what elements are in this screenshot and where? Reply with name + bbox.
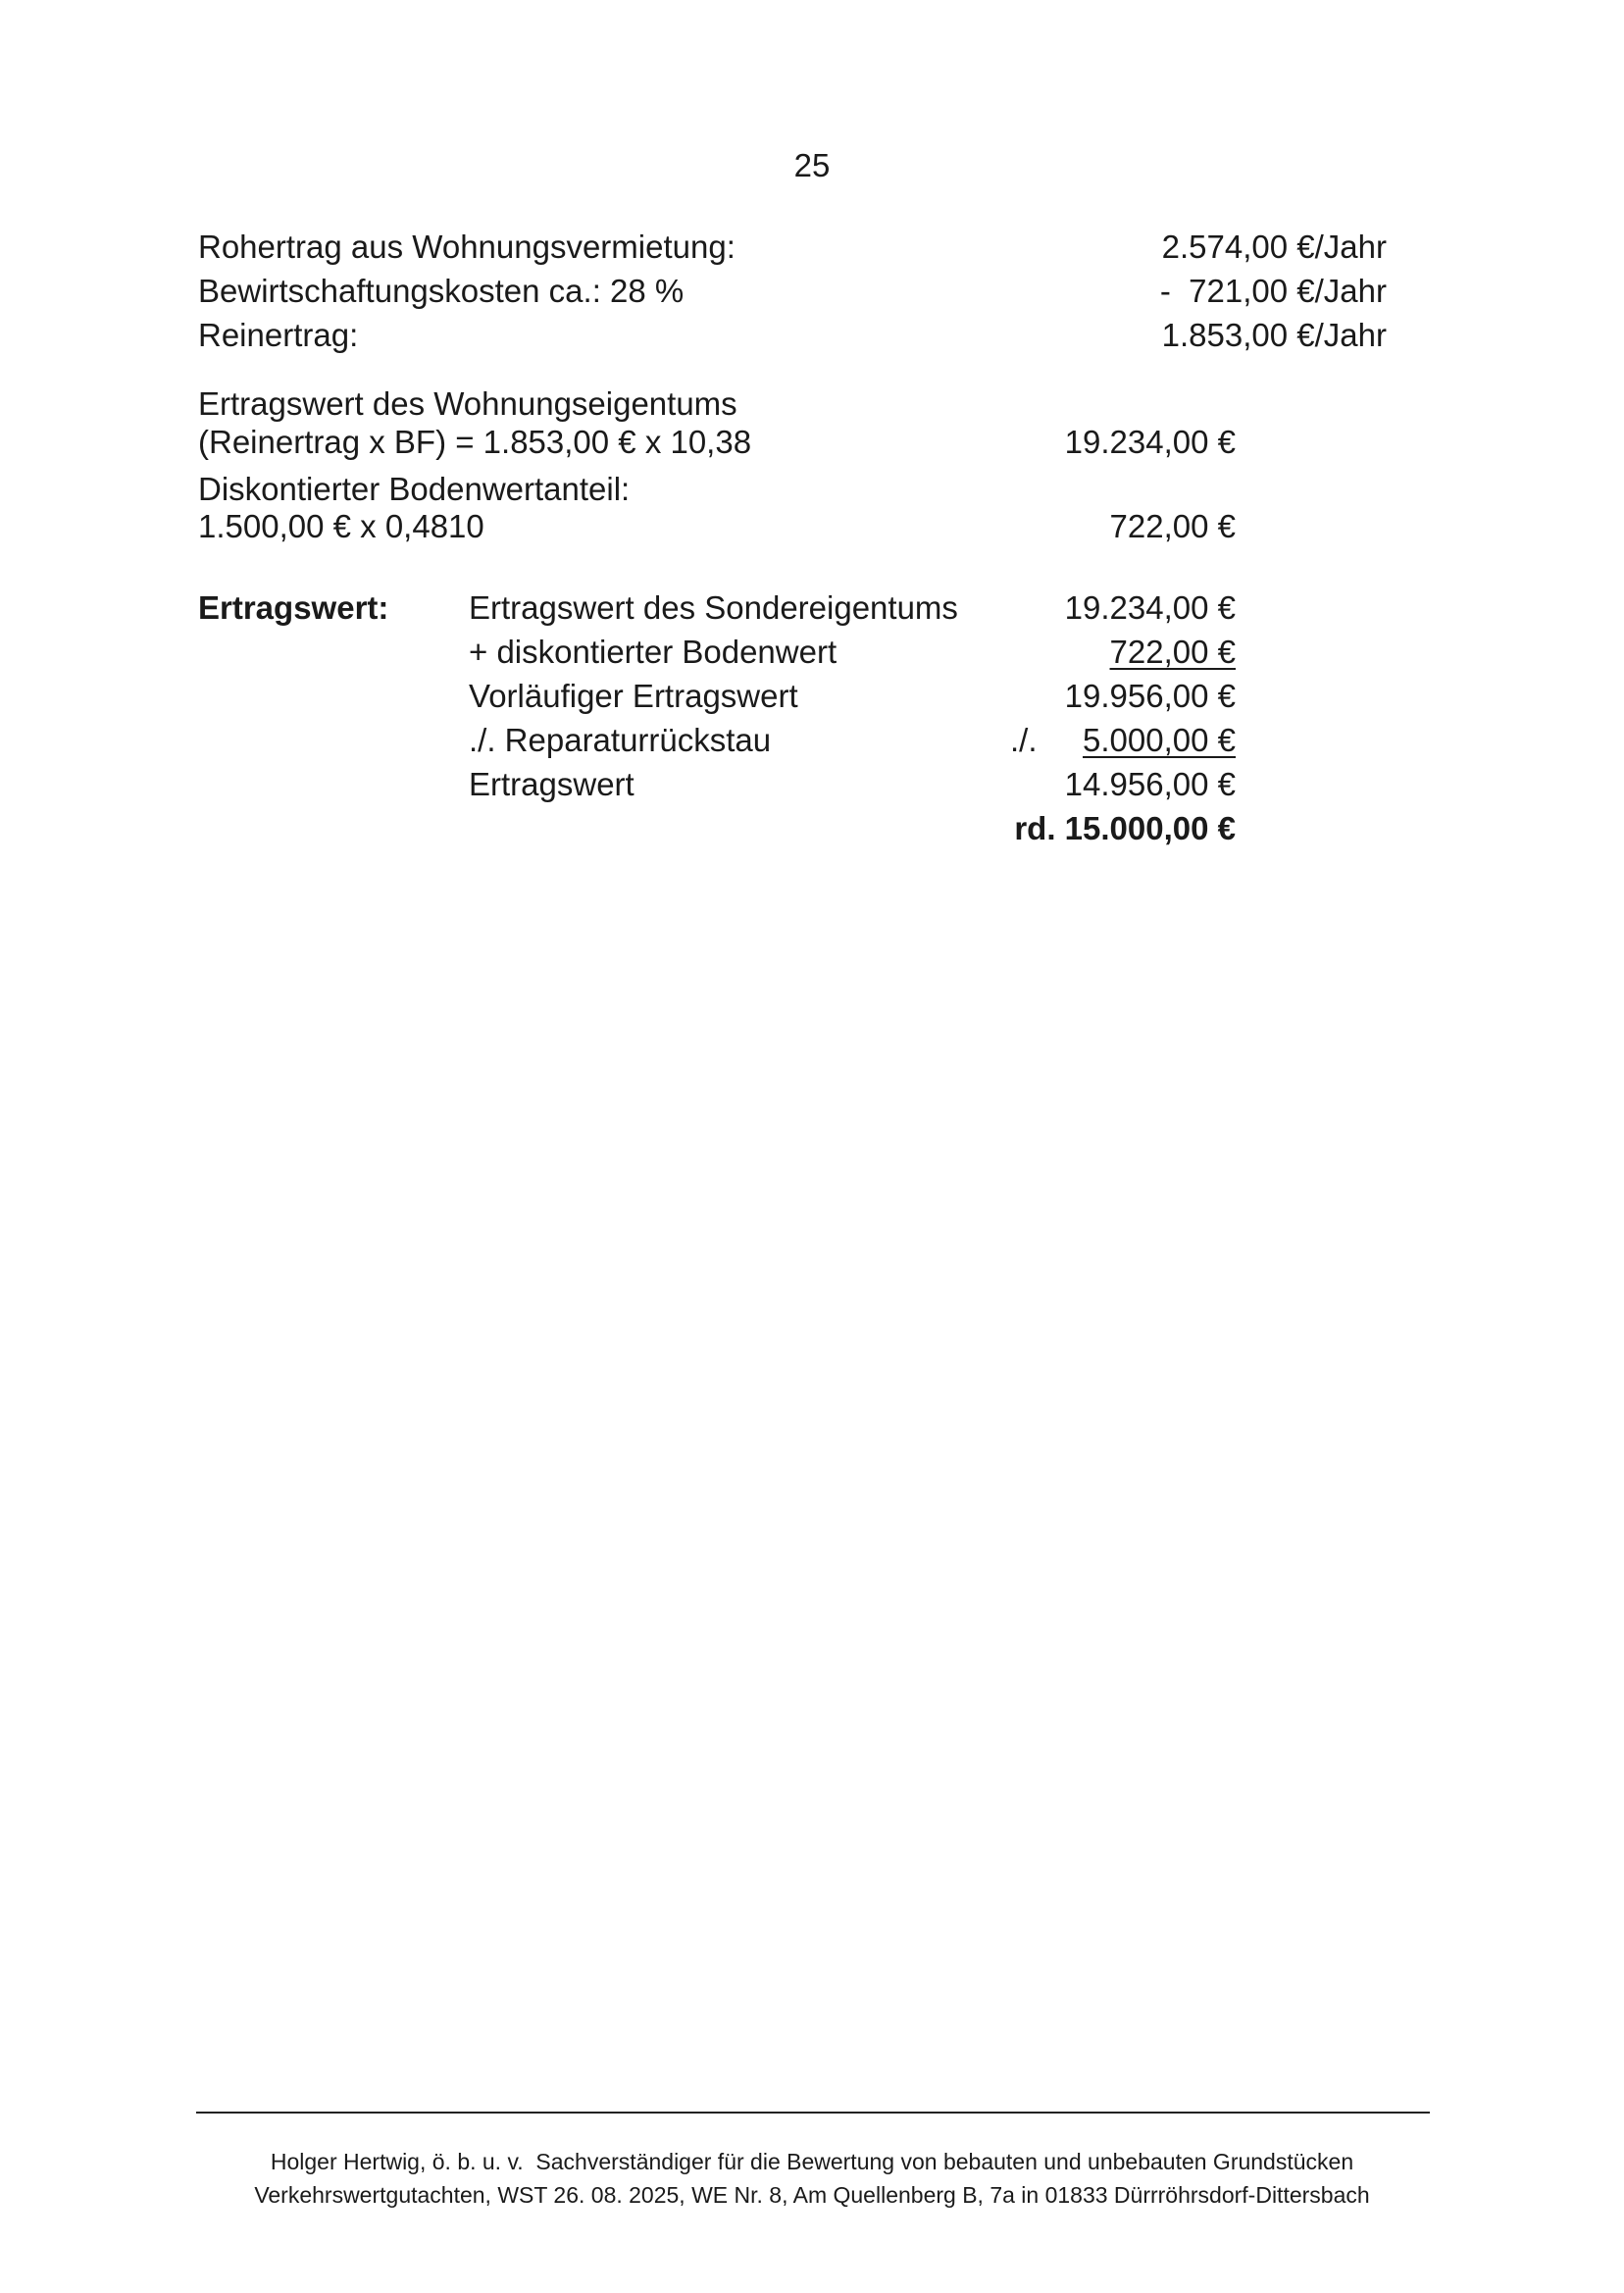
operating-costs-value: - 721,00 €/Jahr [1159, 273, 1387, 309]
net-income-label: Reinertrag: [198, 317, 359, 353]
capitalization-line-1: Ertragswert des Wohnungseigentums [198, 385, 737, 422]
capitalization-line-2: (Reinertrag x BF) = 1.853,00 € x 10,38 [198, 424, 752, 460]
capitalization-value-2: 722,00 € [1109, 508, 1236, 544]
summary-value-4-wrap [1049, 719, 1236, 762]
summary-heading: Ertragswert: [198, 589, 389, 626]
summary-label-3: Vorläufiger Ertragswert [469, 678, 798, 714]
summary-rounded-value: rd. 15.000,00 € [1014, 810, 1236, 846]
summary-prefix-4: ./. [1010, 722, 1038, 758]
summary-value-2: 722,00 € [1109, 634, 1236, 670]
summary-label-1: Ertragswert des Sondereigentums [469, 589, 958, 626]
summary-value-3: 19.956,00 € [1064, 678, 1236, 714]
net-income-value: 1.853,00 €/Jahr [1161, 317, 1387, 353]
capitalization-line-4: 1.500,00 € x 0,4810 [198, 508, 484, 544]
summary-value-1: 19.234,00 € [1064, 589, 1236, 626]
summary-label-2: + diskontierter Bodenwert [469, 634, 837, 670]
page-number: 25 [793, 147, 831, 183]
gross-income-label: Rohertrag aus Wohnungsvermietung: [198, 229, 736, 265]
summary-value-5: 14.956,00 € [1064, 766, 1236, 802]
capitalization-line-3: Diskontierter Bodenwertanteil: [198, 471, 631, 507]
summary-value-2-wrap [981, 631, 1236, 674]
footer-line-1: Holger Hertwig, ö. b. u. v. Sachverständiger für die Bewertung von bebauten und unbebauten Grundstücken [270, 2149, 1354, 2174]
summary-label-4: ./. Reparaturrückstau [469, 722, 772, 758]
operating-costs-label: Bewirtschaftungskosten ca.: 28 % [198, 273, 685, 309]
footer-line-2: Verkehrswertgutachten, WST 26. 08. 2025, WE Nr. 8, Am Quellenberg B, 7a in 01833 Dürrröhrsdorf-Dittersbach [254, 2182, 1370, 2208]
capitalization-value-1: 19.234,00 € [1064, 424, 1236, 460]
summary-value-4: 5.000,00 € [1083, 722, 1236, 758]
footer-divider [196, 2112, 1430, 2114]
gross-income-value: 2.574,00 €/Jahr [1161, 229, 1387, 265]
summary-label-5: Ertragswert [469, 766, 634, 802]
